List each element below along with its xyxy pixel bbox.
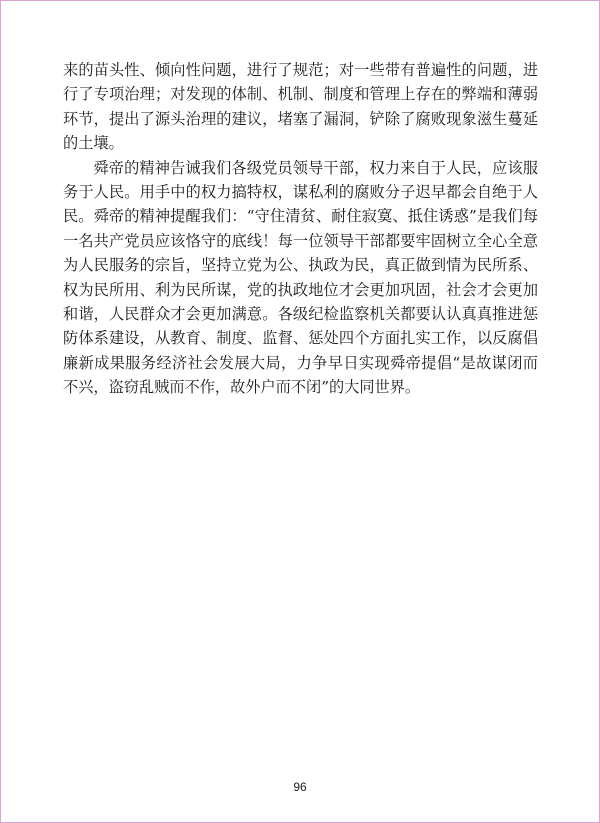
paragraph-continuation: 来的苗头性、倾向性问题，进行了规范；对一些带有普遍性的问题，进行了专项治理；对发现的体制、机制、制度和管理上存在的弊端和薄弱环节，提出了源头治理的建议，堵塞了漏洞，铲除了腐败现象滋生蔓延的土壤。: [63, 61, 538, 153]
page-number: 96: [293, 780, 307, 794]
document-body: [63, 58, 538, 400]
paragraph-shundi-spirit: 舜帝的精神告诫我们各级党员领导干部，权力来自于人民，应该服务于人民。用手中的权力搞特权，谋私利的腐败分子迟早都会自绝于人民。舜帝的精神提醒我们：“守住清贫、耐住寂寞、抵住诱惑”是我们每一名共产党员应该恪守的底线！每一位领导干部都要牢固树立全心全意为人民服务的宗旨，坚持立党为公、执政为民，真正做到情为民所系、权为民所用、利为民所谋，党的执政地位才会更加巩固，社会才会更加和谐，人民群众才会更加满意。各级纪检监察机关都要认认真真推进惩防体系建设，从教育、制度、监督、惩处四个方面扎实工作，以反腐倡廉新成果服务经济社会发展大局，力争早日实现舜帝提倡“是故谋闭而不兴，盗窃乱贼而不作，故外户而不闭”的大同世界。: [63, 158, 538, 397]
